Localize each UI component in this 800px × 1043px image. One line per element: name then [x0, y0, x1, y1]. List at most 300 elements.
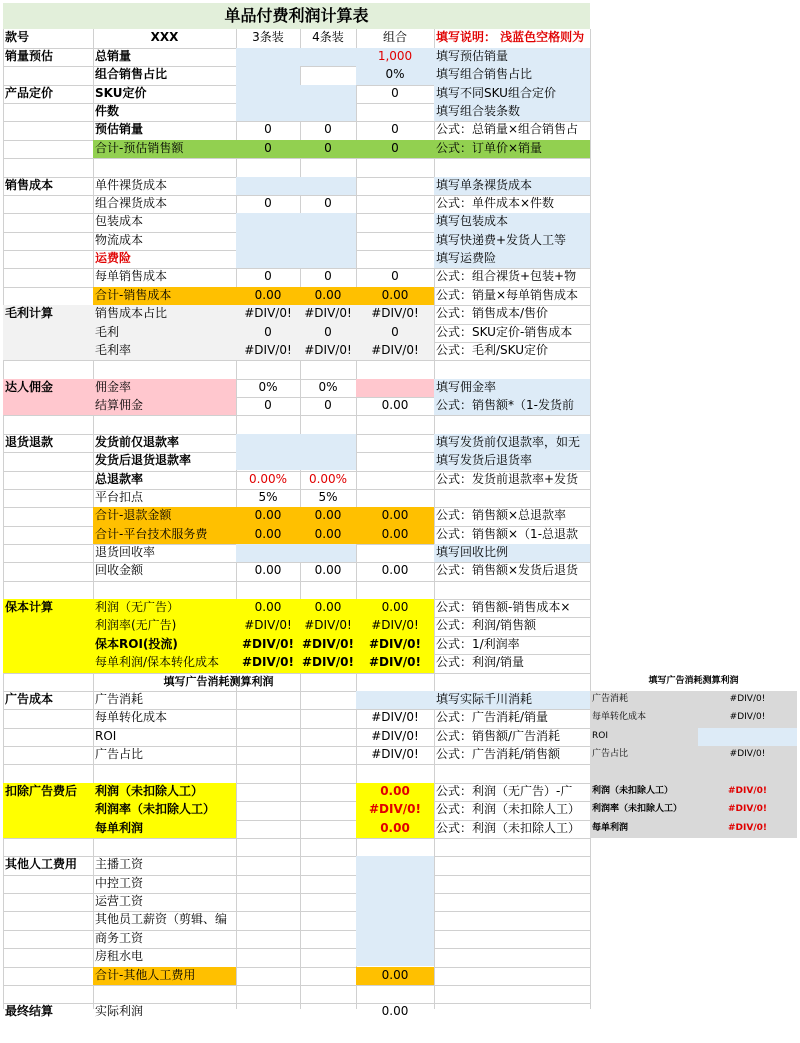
row-value[interactable] — [300, 415, 356, 433]
row-section[interactable] — [3, 930, 93, 948]
row-value[interactable]: #DIV/0! — [356, 801, 434, 819]
row-section[interactable] — [3, 140, 93, 158]
row-section[interactable] — [3, 250, 93, 268]
row-value[interactable]: #DIV/0! — [356, 305, 434, 323]
row-label[interactable]: 总销量 — [95, 49, 132, 63]
side-panel-label[interactable]: 利润（未扣除人工） — [590, 783, 698, 801]
row-value[interactable] — [300, 158, 356, 176]
row-value[interactable]: #DIV/0! — [236, 342, 300, 360]
row-label[interactable]: 合计-平台技术服务费 — [93, 526, 236, 544]
row-section[interactable]: 产品定价 — [5, 85, 54, 100]
row-value[interactable]: 0.00 — [356, 599, 434, 617]
row-label[interactable]: 单件裸货成本 — [95, 177, 168, 192]
row-label[interactable]: 每单利润/保本转化成本 — [93, 654, 236, 672]
row-note[interactable] — [434, 764, 590, 782]
row-section[interactable] — [3, 415, 93, 433]
row-section[interactable] — [3, 195, 93, 213]
row-label[interactable] — [93, 838, 236, 856]
row-note[interactable] — [434, 360, 590, 378]
row-note[interactable]: 公式：销售额×总退款率 — [436, 508, 567, 523]
row-section[interactable] — [3, 360, 93, 378]
row-section[interactable]: 其他人工费用 — [5, 857, 78, 872]
row-value[interactable] — [300, 434, 356, 452]
row-value[interactable] — [236, 875, 300, 893]
row-value[interactable]: 0.00 — [300, 526, 356, 544]
row-label[interactable] — [93, 581, 236, 599]
row-value[interactable]: 0.00 — [356, 820, 434, 838]
row-value[interactable] — [300, 985, 356, 1003]
row-value[interactable]: #DIV/0! — [236, 305, 300, 323]
row-value[interactable] — [236, 213, 300, 231]
row-value[interactable]: #DIV/0! — [300, 342, 356, 360]
row-value[interactable]: 5% — [318, 489, 338, 504]
row-note[interactable]: 公式：SKU定价-销售成本 — [436, 324, 573, 339]
row-value[interactable]: 0.00 — [314, 563, 342, 578]
row-value[interactable] — [236, 911, 300, 929]
row-section[interactable] — [3, 544, 93, 562]
row-note[interactable]: 公式：1/利润率 — [436, 636, 520, 651]
row-value[interactable] — [300, 177, 356, 195]
row-label[interactable]: 商务工资 — [95, 930, 144, 945]
row-note[interactable]: 公式：组合裸货+包装+物 — [436, 269, 577, 284]
row-label[interactable]: 合计-退款金额 — [93, 507, 236, 525]
row-label[interactable]: 合计-销售成本 — [93, 287, 236, 305]
row-value[interactable] — [300, 911, 356, 929]
row-section[interactable] — [3, 103, 93, 121]
row-section[interactable] — [3, 746, 93, 764]
row-value[interactable]: 0.00 — [300, 507, 356, 525]
side-panel-value[interactable]: #DIV/0! — [698, 709, 797, 727]
row-note[interactable]: 公式：广告消耗/销售额 — [436, 747, 561, 762]
row-label[interactable]: 每单转化成本 — [95, 710, 168, 725]
side-panel-value[interactable]: #DIV/0! — [698, 820, 797, 838]
row-value[interactable]: #DIV/0! — [356, 636, 434, 654]
side-panel-value[interactable]: #DIV/0! — [698, 801, 797, 819]
row-section[interactable] — [3, 838, 93, 856]
row-value[interactable] — [356, 158, 434, 176]
row-note[interactable] — [434, 838, 590, 856]
row-value[interactable] — [236, 103, 300, 121]
side-panel-label[interactable]: 每单利润 — [590, 820, 698, 838]
row-section[interactable]: 最终结算 — [5, 1004, 54, 1018]
row-value[interactable] — [236, 360, 300, 378]
row-label[interactable]: ROI — [95, 728, 117, 743]
row-section[interactable] — [3, 764, 93, 782]
row-section[interactable] — [3, 820, 93, 838]
row-value[interactable]: 0 — [324, 398, 332, 413]
row-note[interactable]: 公式：销售成本/售价 — [436, 306, 549, 321]
side-panel-value[interactable] — [698, 728, 797, 746]
row-note[interactable]: 公式：利润（未扣除人工） — [436, 802, 581, 817]
row-value[interactable]: #DIV/0! — [236, 617, 300, 635]
row-value[interactable]: 0 — [236, 324, 300, 342]
row-label[interactable]: 利润率(无广告) — [93, 617, 236, 635]
row-label[interactable] — [93, 360, 236, 378]
row-label[interactable]: 物流成本 — [95, 232, 144, 247]
row-value[interactable]: 0.00 — [356, 783, 434, 801]
row-value[interactable] — [236, 985, 300, 1003]
row-value[interactable]: 0 — [324, 195, 332, 210]
row-section[interactable] — [3, 709, 93, 727]
row-value[interactable] — [356, 764, 434, 782]
row-note[interactable] — [434, 856, 590, 874]
row-value[interactable] — [300, 360, 356, 378]
row-section[interactable] — [3, 526, 93, 544]
row-section[interactable] — [3, 617, 93, 635]
row-value[interactable] — [300, 103, 356, 121]
row-value[interactable] — [356, 177, 434, 195]
row-value[interactable] — [236, 415, 300, 433]
row-value[interactable]: 0.00 — [356, 526, 434, 544]
row-value[interactable]: 0.00 — [381, 1004, 409, 1018]
row-value[interactable]: #DIV/0! — [371, 710, 419, 725]
row-value[interactable] — [236, 250, 300, 268]
row-section[interactable] — [3, 489, 93, 507]
row-value[interactable]: 0 — [300, 140, 356, 158]
row-label[interactable]: 实际利润 — [95, 1004, 144, 1018]
row-value[interactable]: #DIV/0! — [356, 654, 434, 672]
row-section[interactable] — [3, 801, 93, 819]
row-section[interactable] — [3, 452, 93, 470]
row-label[interactable]: 利润（无广告） — [93, 599, 236, 617]
row-note[interactable]: 公式：发货前退款率+发货 — [436, 471, 579, 486]
row-value[interactable] — [300, 764, 356, 782]
row-value[interactable]: #DIV/0! — [236, 636, 300, 654]
row-value[interactable]: 0 — [356, 324, 434, 342]
row-note[interactable]: 公式：单件成本×件数 — [436, 195, 555, 210]
row-label[interactable]: 运费险 — [95, 251, 132, 266]
side-panel-value[interactable] — [698, 764, 797, 782]
row-label[interactable]: 利润（未扣除人工） — [93, 783, 236, 801]
row-label[interactable]: 发货前仅退款率 — [95, 434, 180, 449]
row-value[interactable]: 0.00 — [236, 599, 300, 617]
row-label[interactable]: 运营工资 — [95, 894, 144, 909]
row-value[interactable] — [356, 691, 434, 709]
row-value[interactable] — [236, 48, 300, 66]
row-value[interactable]: 0 — [264, 398, 272, 413]
row-label[interactable]: 件数 — [95, 104, 120, 119]
side-panel-value[interactable]: #DIV/0! — [698, 691, 797, 709]
row-label[interactable]: 发货后退货退款率 — [95, 453, 192, 468]
row-value[interactable]: 0 — [391, 269, 399, 284]
row-value[interactable] — [356, 930, 434, 948]
row-value[interactable] — [236, 544, 300, 562]
row-value[interactable] — [236, 452, 300, 470]
row-value[interactable]: 0.00 — [236, 287, 300, 305]
row-note[interactable]: 填写组合销售占比 — [434, 66, 590, 84]
row-note[interactable]: 填写实际千川消耗 — [434, 691, 590, 709]
row-section[interactable] — [3, 397, 93, 415]
row-value[interactable]: 1,000 — [356, 48, 434, 66]
row-value[interactable]: 0.00 — [300, 287, 356, 305]
row-value[interactable]: 0% — [318, 379, 338, 394]
row-value[interactable]: 0.00 — [254, 563, 282, 578]
row-section[interactable] — [3, 287, 93, 305]
row-note[interactable] — [434, 415, 590, 433]
row-value[interactable] — [356, 213, 434, 231]
row-section[interactable]: 扣除广告费后 — [3, 783, 93, 801]
row-value[interactable] — [300, 581, 356, 599]
header-4-pack[interactable]: 4条装 — [312, 30, 344, 44]
row-value[interactable] — [300, 801, 356, 819]
row-note[interactable]: 公式：毛利/SKU定价 — [436, 342, 548, 357]
row-section[interactable]: 毛利计算 — [3, 305, 93, 323]
row-value[interactable]: 0 — [324, 122, 332, 137]
row-value[interactable] — [300, 875, 356, 893]
row-value[interactable] — [236, 893, 300, 911]
side-panel-label[interactable]: 利润率（未扣除人工） — [590, 801, 698, 819]
row-note[interactable]: 填写发货后退货率 — [434, 452, 590, 470]
row-value[interactable] — [300, 930, 356, 948]
row-value[interactable]: 0.00 — [236, 526, 300, 544]
row-value[interactable]: 0 — [356, 140, 434, 158]
row-note[interactable]: 公式：利润/销量 — [436, 655, 525, 670]
row-value[interactable] — [300, 66, 356, 84]
row-value[interactable]: #DIV/0! — [300, 636, 356, 654]
row-note[interactable]: 公式：利润（无广告）-广 — [436, 783, 573, 798]
row-label[interactable]: 回收金额 — [95, 563, 144, 578]
row-section[interactable] — [3, 66, 93, 84]
row-section[interactable] — [3, 948, 93, 966]
row-value[interactable] — [236, 66, 300, 84]
side-panel-title[interactable]: 填写广告消耗测算利润 — [648, 675, 739, 686]
row-label[interactable] — [93, 985, 236, 1003]
row-label[interactable]: 退货回收率 — [95, 544, 156, 559]
row-section[interactable]: 退货退款 — [5, 434, 54, 449]
row-value[interactable] — [236, 85, 300, 103]
row-label[interactable]: 保本ROI(投流) — [93, 636, 236, 654]
row-value[interactable]: 0.00 — [300, 599, 356, 617]
row-value[interactable] — [300, 452, 356, 470]
row-value[interactable]: 0.00% — [308, 471, 348, 486]
row-value[interactable]: 0 — [264, 269, 272, 284]
row-value[interactable] — [356, 471, 434, 489]
row-section[interactable] — [3, 728, 93, 746]
row-note[interactable]: 公式：销售额×发货后退货 — [436, 563, 579, 578]
row-note[interactable]: 公式：总销量×组合销售占 — [436, 122, 579, 137]
side-panel-label[interactable]: 每单转化成本 — [590, 709, 698, 727]
row-label[interactable]: 合计-预估销售额 — [93, 140, 236, 158]
row-note[interactable] — [434, 489, 590, 507]
row-note[interactable]: 公式：销售额-销售成本× — [436, 600, 571, 615]
row-value[interactable] — [300, 838, 356, 856]
row-section[interactable] — [3, 985, 93, 1003]
row-value[interactable] — [236, 838, 300, 856]
row-label[interactable]: 平台扣点 — [95, 489, 144, 504]
section-ad-title[interactable]: 填写广告消耗测算利润 — [163, 674, 274, 688]
row-note[interactable]: 填写预估销量 — [434, 48, 590, 66]
row-value[interactable]: 0 — [264, 122, 272, 137]
row-value[interactable]: 0.00 — [381, 563, 409, 578]
row-section[interactable]: 保本计算 — [3, 599, 93, 617]
side-panel-label[interactable]: 广告消耗 — [590, 691, 698, 709]
row-label[interactable]: 合计-其他人工费用 — [93, 967, 236, 985]
row-value[interactable] — [236, 856, 300, 874]
row-value[interactable] — [356, 232, 434, 250]
row-note[interactable]: 公式：利润/销售额 — [436, 618, 537, 633]
row-note[interactable]: 公式：销售额/广告消耗 — [436, 728, 561, 743]
row-label[interactable]: 销售成本占比 — [93, 305, 236, 323]
row-value[interactable] — [300, 820, 356, 838]
header-3-pack[interactable]: 3条装 — [252, 30, 284, 44]
row-section[interactable] — [3, 581, 93, 599]
row-value[interactable] — [236, 434, 300, 452]
row-value[interactable]: 0.00 — [236, 507, 300, 525]
row-value[interactable]: #DIV/0! — [236, 654, 300, 672]
row-note[interactable]: 公式：订单价×销量 — [434, 140, 590, 158]
header-style-no[interactable]: 款号 — [5, 30, 30, 44]
header-style-value[interactable]: XXX — [150, 30, 179, 44]
row-note[interactable] — [434, 158, 590, 176]
cell[interactable] — [434, 673, 590, 691]
row-label[interactable]: 中控工资 — [95, 875, 144, 890]
row-section[interactable]: 销量预估 — [5, 49, 54, 63]
row-value[interactable]: 0 — [391, 122, 399, 137]
row-value[interactable]: 0.00% — [248, 471, 288, 486]
row-label[interactable]: 佣金率 — [93, 379, 236, 397]
row-note[interactable]: 公式：利润（未扣除人工） — [436, 820, 581, 835]
row-section[interactable]: 销售成本 — [5, 177, 54, 192]
row-value[interactable] — [236, 232, 300, 250]
row-label[interactable]: 每单销售成本 — [95, 269, 168, 284]
row-note[interactable]: 公式：广告消耗/销量 — [436, 710, 549, 725]
row-value[interactable] — [236, 967, 300, 985]
row-value[interactable] — [300, 691, 356, 709]
row-section[interactable] — [3, 213, 93, 231]
row-label[interactable]: 预估销量 — [95, 122, 144, 137]
row-value[interactable]: #DIV/0! — [371, 728, 419, 743]
row-note[interactable] — [434, 911, 590, 929]
row-value[interactable] — [356, 948, 434, 966]
row-value[interactable]: 0.00 — [356, 507, 434, 525]
row-value[interactable] — [300, 232, 356, 250]
row-label[interactable]: 包装成本 — [95, 214, 144, 229]
row-value[interactable] — [300, 783, 356, 801]
row-value[interactable] — [300, 85, 356, 103]
row-value[interactable]: 0 — [236, 140, 300, 158]
row-note[interactable] — [434, 967, 590, 985]
row-value[interactable] — [236, 801, 300, 819]
row-value[interactable] — [300, 967, 356, 985]
row-value[interactable] — [236, 764, 300, 782]
row-value[interactable]: #DIV/0! — [300, 654, 356, 672]
row-value[interactable] — [300, 893, 356, 911]
row-value[interactable] — [236, 691, 300, 709]
row-value[interactable]: 5% — [258, 489, 278, 504]
row-value[interactable] — [236, 930, 300, 948]
row-section[interactable] — [3, 875, 93, 893]
row-note[interactable]: 填写包装成本 — [434, 213, 590, 231]
row-value[interactable]: #DIV/0! — [300, 617, 356, 635]
header-combo[interactable]: 组合 — [382, 30, 407, 44]
row-value[interactable] — [236, 177, 300, 195]
row-value[interactable] — [356, 581, 434, 599]
row-value[interactable] — [356, 415, 434, 433]
row-note[interactable]: 公式：销售额×（1-总退款 — [436, 526, 579, 541]
row-value[interactable] — [356, 911, 434, 929]
row-note[interactable] — [434, 930, 590, 948]
row-label[interactable]: 毛利率 — [93, 342, 236, 360]
row-label[interactable] — [93, 158, 236, 176]
row-label[interactable]: 毛利 — [93, 324, 236, 342]
row-note[interactable]: 填写组合装条数 — [434, 103, 590, 121]
row-value[interactable]: #DIV/0! — [356, 342, 434, 360]
row-note[interactable]: 填写单条裸货成本 — [434, 177, 590, 195]
row-label[interactable]: 广告占比 — [95, 747, 144, 762]
row-value[interactable] — [236, 783, 300, 801]
row-section[interactable] — [3, 268, 93, 286]
row-value[interactable]: #DIV/0! — [356, 617, 434, 635]
row-value[interactable] — [236, 948, 300, 966]
row-value[interactable] — [236, 581, 300, 599]
row-label[interactable] — [93, 764, 236, 782]
row-label[interactable]: 其他员工薪资（剪辑、编 — [95, 912, 228, 927]
row-section[interactable] — [3, 121, 93, 139]
row-value[interactable] — [236, 820, 300, 838]
row-section[interactable] — [3, 636, 93, 654]
row-section[interactable] — [3, 471, 93, 489]
row-label[interactable]: 房租水电 — [95, 949, 144, 964]
row-note[interactable] — [434, 581, 590, 599]
row-value[interactable] — [356, 452, 434, 470]
row-value[interactable] — [300, 709, 356, 727]
row-value[interactable] — [356, 103, 434, 121]
row-value[interactable]: 0% — [258, 379, 278, 394]
row-note[interactable] — [434, 893, 590, 911]
row-section[interactable] — [3, 158, 93, 176]
row-label[interactable]: 主播工资 — [95, 857, 144, 872]
row-note[interactable] — [434, 948, 590, 966]
row-note[interactable] — [434, 875, 590, 893]
row-value[interactable] — [356, 379, 434, 397]
row-value[interactable] — [356, 360, 434, 378]
row-value[interactable]: 0.00 — [381, 398, 409, 413]
row-value[interactable]: #DIV/0! — [300, 305, 356, 323]
row-value[interactable]: 0 — [391, 85, 399, 100]
row-section[interactable] — [3, 654, 93, 672]
row-note[interactable]: 填写运费险 — [434, 250, 590, 268]
row-section[interactable]: 广告成本 — [5, 691, 54, 706]
row-value[interactable] — [356, 856, 434, 874]
row-value[interactable] — [356, 434, 434, 452]
row-value[interactable]: 0.00 — [356, 287, 434, 305]
side-panel-label[interactable]: ROI — [590, 728, 698, 746]
row-value[interactable] — [356, 195, 434, 213]
row-section[interactable] — [3, 232, 93, 250]
row-section[interactable] — [3, 507, 93, 525]
row-value[interactable]: 0 — [324, 269, 332, 284]
row-note[interactable] — [434, 985, 590, 1003]
row-section[interactable] — [3, 967, 93, 985]
row-value[interactable] — [356, 250, 434, 268]
row-section[interactable] — [3, 324, 93, 342]
row-note[interactable]: 公式：销售额*（1-发货前 — [434, 397, 590, 415]
row-label[interactable]: 总退款率 — [95, 471, 144, 486]
row-value[interactable] — [300, 48, 356, 66]
row-label[interactable]: 组合销售占比 — [95, 67, 168, 82]
row-value[interactable]: 0 — [300, 324, 356, 342]
row-value[interactable] — [300, 728, 356, 746]
row-label[interactable]: 组合裸货成本 — [95, 195, 168, 210]
side-panel-value[interactable]: #DIV/0! — [698, 746, 797, 764]
row-value[interactable] — [356, 544, 434, 562]
row-label[interactable] — [93, 415, 236, 433]
row-value[interactable] — [356, 489, 434, 507]
row-note[interactable]: 公式：销量×每单销售成本 — [436, 287, 579, 302]
row-value[interactable] — [356, 875, 434, 893]
row-value[interactable]: 0% — [356, 66, 434, 84]
row-label[interactable]: 结算佣金 — [93, 397, 236, 415]
